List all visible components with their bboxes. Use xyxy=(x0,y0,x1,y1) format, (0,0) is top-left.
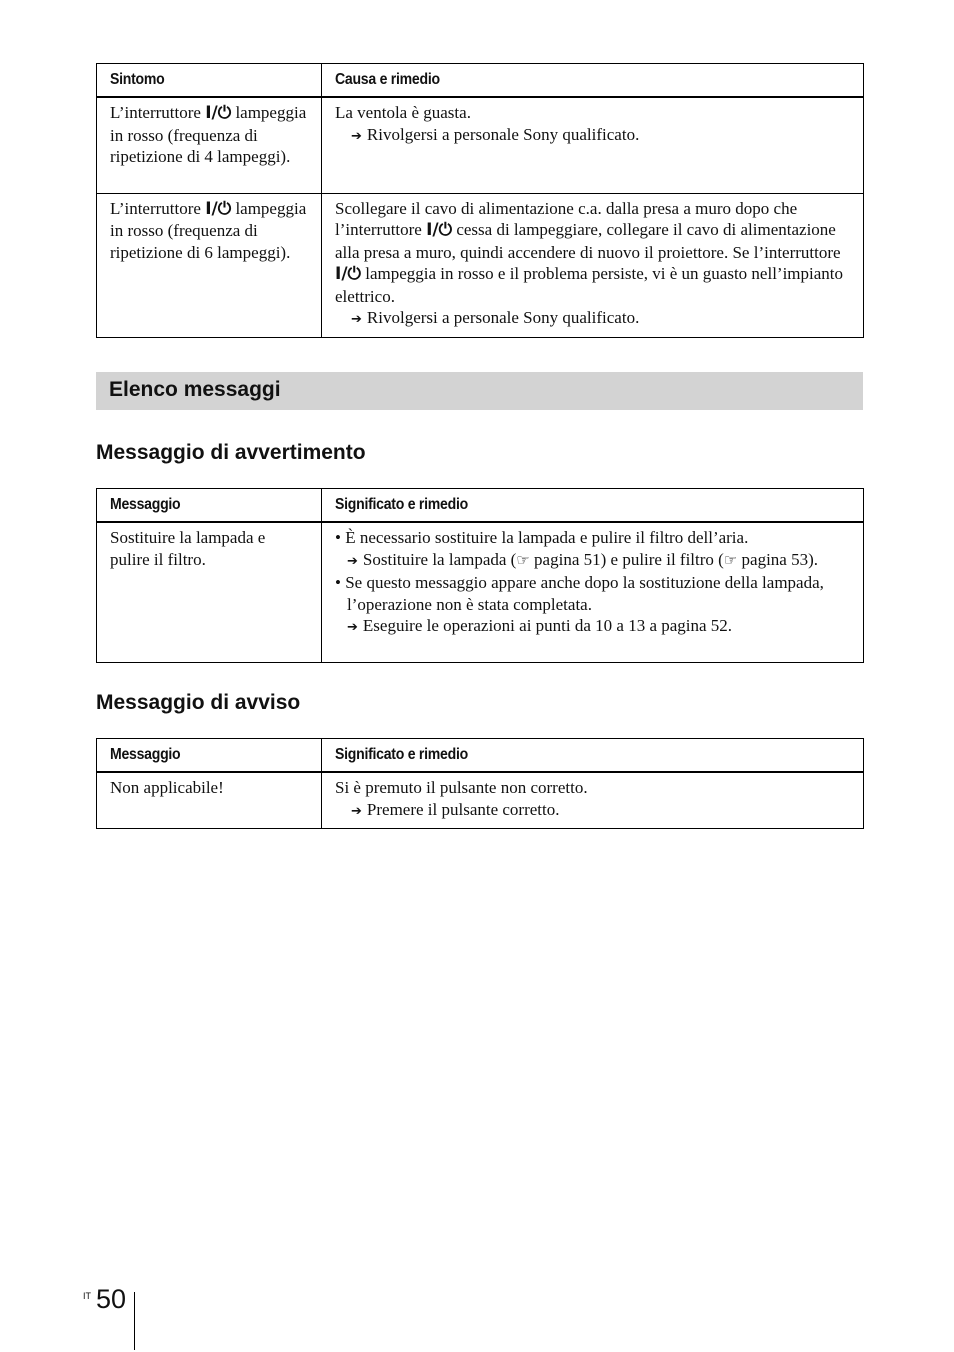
remedy-text: Rivolgersi a personale Sony qualificato. xyxy=(366,308,640,327)
symptom-text: lampeggia in rosso (frequenza di ripetizione di 4 lampeggi). xyxy=(110,103,307,166)
column-header-significato: Significato e rimedio xyxy=(322,739,864,773)
table-row xyxy=(97,97,864,193)
message-cell xyxy=(97,522,322,662)
remedy-text: Premere il pulsante corretto. xyxy=(366,799,560,819)
symptom-cell xyxy=(97,193,322,337)
power-icon: I/⏻ xyxy=(426,220,453,240)
cause-cell xyxy=(322,97,864,193)
cause-text: cessa di lampeggiare, collegare il cavo di alimentazione alla presa a muro, quindi accendere di nuovo il proiettore. Se l’interruttore xyxy=(335,220,841,262)
cause-text: La ventola è guasta. xyxy=(335,103,471,122)
table-header-row xyxy=(97,64,864,98)
troubleshooting-table xyxy=(96,63,864,338)
page-reference-icon: ☞ xyxy=(516,550,530,569)
symptom-text: lampeggia in rosso (frequenza di ripetizione di 6 lampeggi). xyxy=(110,198,307,262)
cause-text: Scollegare il cavo di alimentazione c.a. dalla presa a muro dopo che l’interruttore xyxy=(335,198,798,239)
column-header-messaggio: Messaggio xyxy=(97,739,322,773)
notice-table xyxy=(96,738,864,829)
table-row xyxy=(97,522,864,662)
arrow-icon: ➔ xyxy=(351,128,362,144)
bullet-item: • È necessario sostituire la lampada e pulire il filtro dell’aria. xyxy=(335,528,749,547)
message-text: Non applicabile! xyxy=(110,778,224,797)
power-icon: I/⏻ xyxy=(205,198,232,219)
page-divider xyxy=(134,1292,135,1350)
warning-table xyxy=(96,488,864,663)
table-header-row xyxy=(97,739,864,773)
section-header xyxy=(96,372,863,410)
page-number: 50 xyxy=(96,1284,127,1314)
bullet-item: • Se questo messaggio appare anche dopo la sostituzione della lampada, l’operazione non è stata completata. xyxy=(335,573,824,614)
arrow-icon: ➔ xyxy=(347,553,358,569)
remedy-text: Rivolgersi a personale Sony qualificato. xyxy=(366,124,640,144)
cause-cell xyxy=(322,193,864,337)
arrow-icon: ➔ xyxy=(347,620,358,635)
remedy-item: ➔ Eseguire le operazioni ai punti da 10 a 13 a pagina 52. xyxy=(347,616,733,635)
meaning-text: Si è premuto il pulsante non corretto. xyxy=(335,778,588,797)
page-language: IT xyxy=(83,1291,91,1301)
power-icon: I/⏻ xyxy=(335,264,361,284)
page-reference-icon: ☞ xyxy=(723,550,738,569)
column-header-sintomo: Sintomo xyxy=(97,64,322,98)
message-text: Sostituire la lampada e pulire il filtro. xyxy=(110,528,266,569)
warning-heading: Messaggio di avvertimento xyxy=(96,441,366,464)
symptom-text: L’interruttore xyxy=(110,198,206,218)
arrow-icon: ➔ xyxy=(351,312,362,327)
table-row xyxy=(97,193,864,337)
symptom-text: L’interruttore xyxy=(110,103,206,122)
section-title: Elenco messaggi xyxy=(109,378,281,401)
table-row xyxy=(97,772,864,829)
cause-text: lampeggia in rosso e il problema persiste, vi è un guasto nell’impianto elettrico. xyxy=(335,264,844,306)
meaning-cell xyxy=(322,522,864,662)
symptom-cell xyxy=(97,97,322,193)
column-header-causa: Causa e rimedio xyxy=(322,64,864,98)
notice-heading: Messaggio di avviso xyxy=(96,691,301,714)
arrow-icon: ➔ xyxy=(351,803,362,819)
remedy-item: ➔ Sostituire la lampada (☞ pagina 51) e pulire il filtro (☞ pagina 53). xyxy=(347,549,819,569)
table-header-row xyxy=(97,489,864,523)
meaning-cell xyxy=(322,772,864,829)
power-icon: I/⏻ xyxy=(205,103,232,123)
column-header-significato: Significato e rimedio xyxy=(322,489,864,523)
column-header-messaggio: Messaggio xyxy=(97,489,322,523)
message-cell xyxy=(97,772,322,829)
